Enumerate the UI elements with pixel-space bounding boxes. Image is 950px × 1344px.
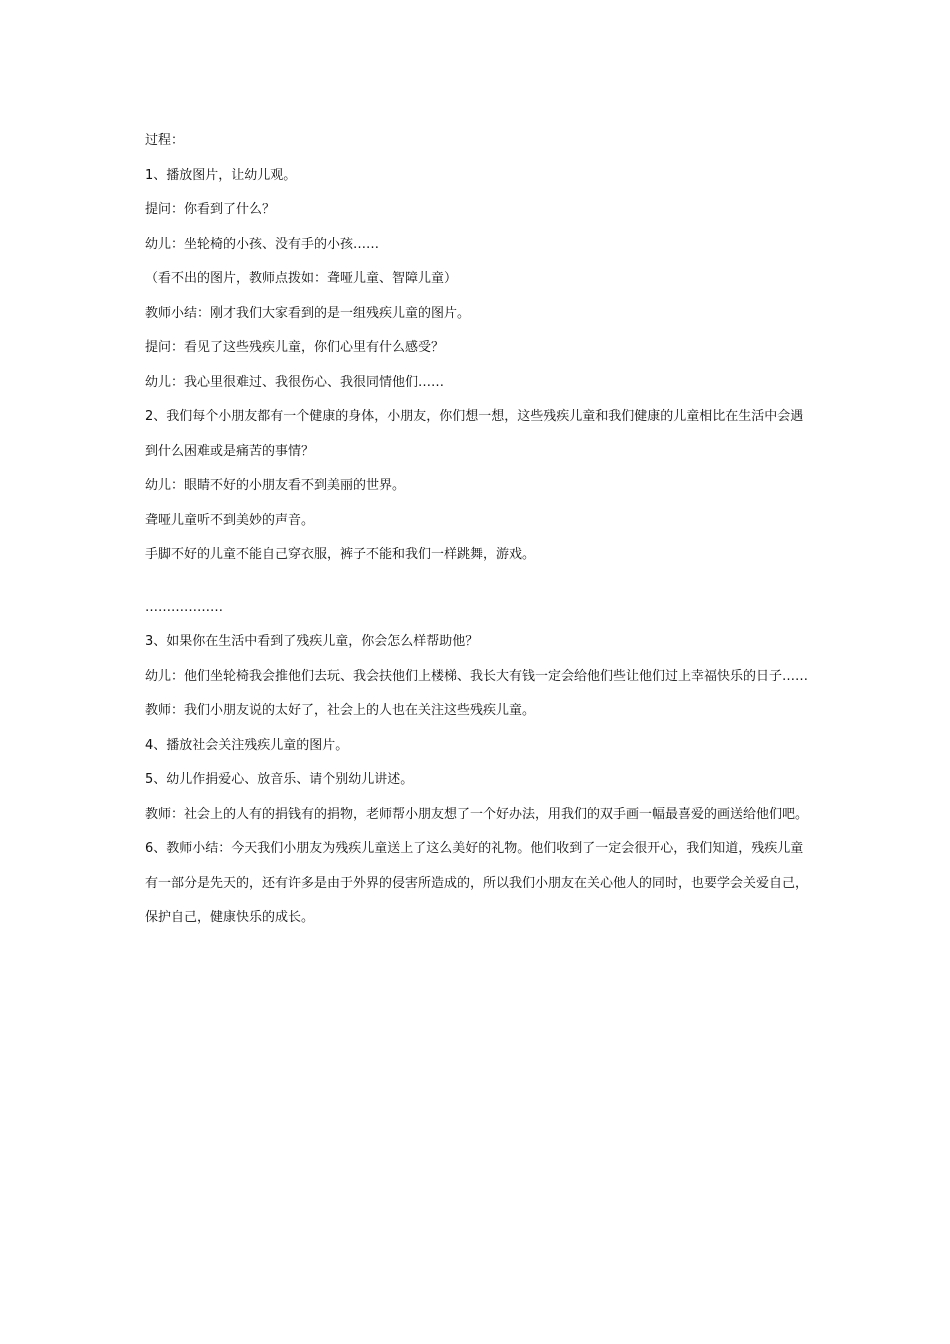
paragraph-ellipsis: ………………: [145, 599, 223, 615]
paragraph-teacher-drawing: 教师：社会上的人有的捐钱有的捐物，老师帮小朋友想了一个好办法，用我们的双手画一幅最喜爱的画送给他们吧。: [145, 806, 809, 822]
paragraph-deaf-children: 聋哑儿童听不到美妙的声音。: [145, 512, 315, 528]
paragraph-teacher-remark: 教师：我们小朋友说的太好了，社会上的人也在关注这些残疾儿童。: [145, 703, 536, 718]
paragraph-question-1: 提问：你看到了什么？: [145, 202, 276, 217]
paragraph-child-answer-2: 幼儿：我心里很难过、我很伤心、我很同情他们……: [145, 374, 445, 390]
paragraph-step-6-summary: 6、教师小结：今天我们小朋友为残疾儿童送上了这么美好的礼物。他们收到了一定会很开心，我们知道，残疾儿童有一部分是先天的，还有许多是由于外界的侵害所造成的，所以我们小朋友在关心他人的同时，也要学会关爱自己，保护自己，健康快乐的成长。: [145, 841, 809, 925]
paragraph-step-1: 1、播放图片，让幼儿观。: [145, 167, 297, 183]
paragraph-teacher-hint: （看不出的图片，教师点拨如：聋哑儿童、智障儿童）: [145, 271, 458, 286]
paragraph-process-heading: 过程：: [145, 133, 185, 148]
paragraph-spacer: [145, 573, 810, 591]
paragraph-child-answer-4: 幼儿：他们坐轮椅我会推他们去玩、我会扶他们上楼梯、我长大有钱一定会给他们些让他们过上幸福快乐的日子……: [145, 668, 809, 684]
paragraph-teacher-summary-1: 教师小结：刚才我们大家看到的是一组残疾儿童的图片。: [145, 305, 471, 321]
paragraph-child-answer-3: 幼儿：眼睛不好的小朋友看不到美丽的世界。: [145, 478, 406, 493]
paragraph-child-answer-1: 幼儿：坐轮椅的小孩、没有手的小孩……: [145, 236, 380, 252]
paragraph-question-2: 提问：看见了这些残疾儿童，你们心里有什么感受？: [145, 340, 445, 355]
paragraph-step-5: 5、幼儿作捐爱心、放音乐、请个别幼儿讲述。: [145, 772, 414, 787]
paragraph-step-3: 3、如果你在生活中看到了残疾儿童，你会怎么样帮助他？: [145, 634, 479, 649]
paragraph-limb-disability: 手脚不好的儿童不能自己穿衣服，裤子不能和我们一样跳舞，游戏。: [145, 547, 536, 562]
paragraph-step-4: 4、播放社会关注残疾儿童的图片。: [145, 737, 349, 753]
paragraph-step-2: 2、我们每个小朋友都有一个健康的身体，小朋友，你们想一想，这些残疾儿童和我们健康的儿童相比在生活中会遇到什么困难或是痛苦的事情？: [145, 409, 804, 459]
document-body: [145, 124, 810, 936]
